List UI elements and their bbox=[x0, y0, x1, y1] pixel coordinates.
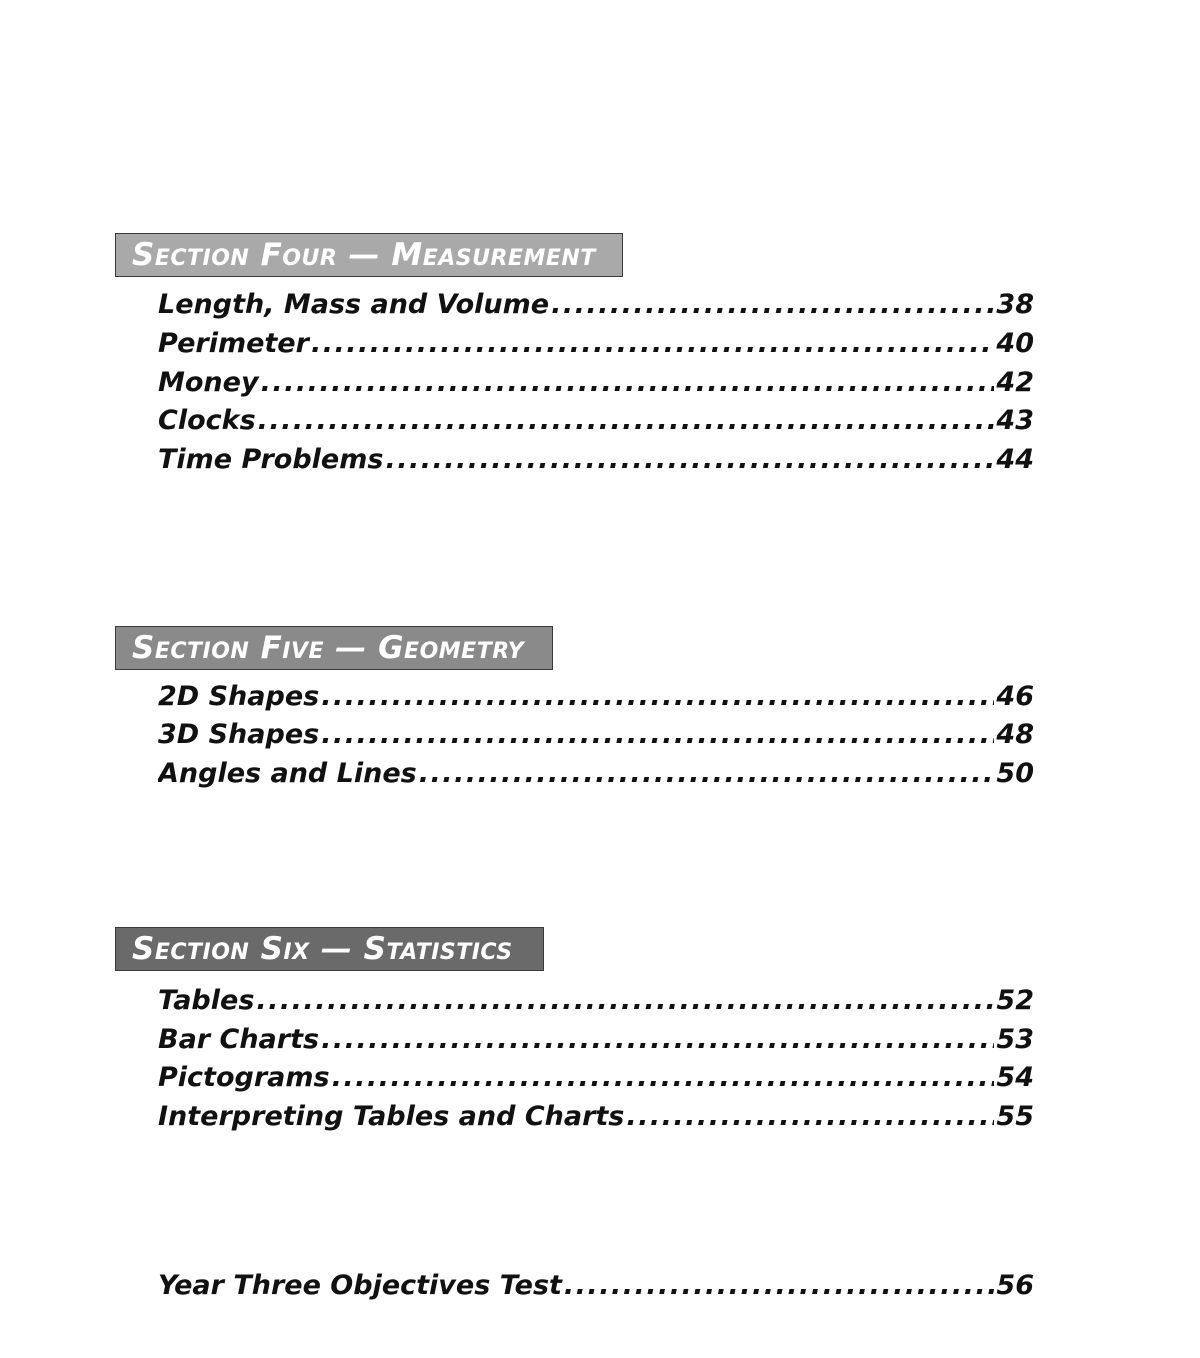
toc-entry-page: 54 bbox=[996, 1062, 1034, 1093]
toc-entry[interactable] bbox=[158, 363, 1034, 402]
toc-entry-label: 2D Shapes bbox=[158, 681, 320, 712]
dot-leader bbox=[419, 754, 995, 793]
section-four-header bbox=[115, 233, 623, 277]
dot-leader bbox=[256, 981, 994, 1020]
toc-entry-label: Time Problems bbox=[158, 444, 384, 475]
toc-entry-label: Year Three Objectives Test bbox=[158, 1270, 562, 1301]
dot-leader bbox=[564, 1266, 995, 1305]
toc-entry[interactable] bbox=[158, 1058, 1034, 1097]
dot-leader bbox=[311, 324, 994, 363]
toc-entry[interactable] bbox=[158, 677, 1034, 716]
dot-leader bbox=[261, 363, 995, 402]
toc-entry-page: 52 bbox=[996, 985, 1034, 1016]
dot-leader bbox=[321, 715, 994, 754]
toc-entry-label: Interpreting Tables and Charts bbox=[158, 1101, 625, 1132]
toc-entry-label: Angles and Lines bbox=[158, 758, 417, 789]
section-four-title: Section Four — Measurement bbox=[132, 237, 596, 273]
toc-entry[interactable] bbox=[158, 715, 1034, 754]
toc-entry-label: Bar Charts bbox=[158, 1024, 320, 1055]
section-five-header bbox=[115, 626, 553, 670]
toc-entry[interactable] bbox=[158, 1020, 1034, 1059]
toc-entry-page: 50 bbox=[996, 758, 1034, 789]
toc-entry-label: 3D Shapes bbox=[158, 719, 320, 750]
dot-leader bbox=[258, 401, 995, 440]
dot-leader bbox=[332, 1058, 995, 1097]
toc-entry[interactable] bbox=[158, 440, 1034, 479]
toc-entry-page: 42 bbox=[996, 367, 1034, 398]
dot-leader bbox=[551, 285, 994, 324]
toc-entry-page: 46 bbox=[996, 681, 1034, 712]
toc-entry[interactable] bbox=[158, 754, 1034, 793]
section-five-title: Section Five — Geometry bbox=[132, 630, 525, 666]
toc-entry[interactable] bbox=[158, 981, 1034, 1020]
toc-entry-page: 53 bbox=[996, 1024, 1034, 1055]
toc-entry[interactable] bbox=[158, 401, 1034, 440]
toc-entry-label: Tables bbox=[158, 985, 255, 1016]
toc-entry-page: 38 bbox=[996, 289, 1034, 320]
toc-entry-label: Money bbox=[158, 367, 259, 398]
toc-entry-page: 55 bbox=[996, 1101, 1034, 1132]
toc-entry-page: 40 bbox=[996, 328, 1034, 359]
toc-entry-label: Length, Mass and Volume bbox=[158, 289, 550, 320]
toc-entry[interactable] bbox=[158, 285, 1034, 324]
toc-entry-page: 48 bbox=[996, 719, 1034, 750]
toc-entry-label: Perimeter bbox=[158, 328, 309, 359]
toc-entry[interactable] bbox=[158, 324, 1034, 363]
dot-leader bbox=[385, 440, 994, 479]
toc-entry-label: Clocks bbox=[158, 405, 256, 436]
toc-entry-label: Pictograms bbox=[158, 1062, 330, 1093]
toc-entry-page: 43 bbox=[996, 405, 1034, 436]
dot-leader bbox=[321, 677, 994, 716]
toc-entry-page: 44 bbox=[996, 444, 1034, 475]
section-six-title: Section Six — Statistics bbox=[132, 931, 513, 967]
toc-entry[interactable] bbox=[158, 1097, 1034, 1136]
toc-entry-page: 56 bbox=[996, 1270, 1034, 1301]
dot-leader bbox=[321, 1020, 994, 1059]
dot-leader bbox=[626, 1097, 994, 1136]
toc-entry-objectives-test[interactable] bbox=[158, 1266, 1034, 1305]
section-six-header bbox=[115, 927, 544, 971]
